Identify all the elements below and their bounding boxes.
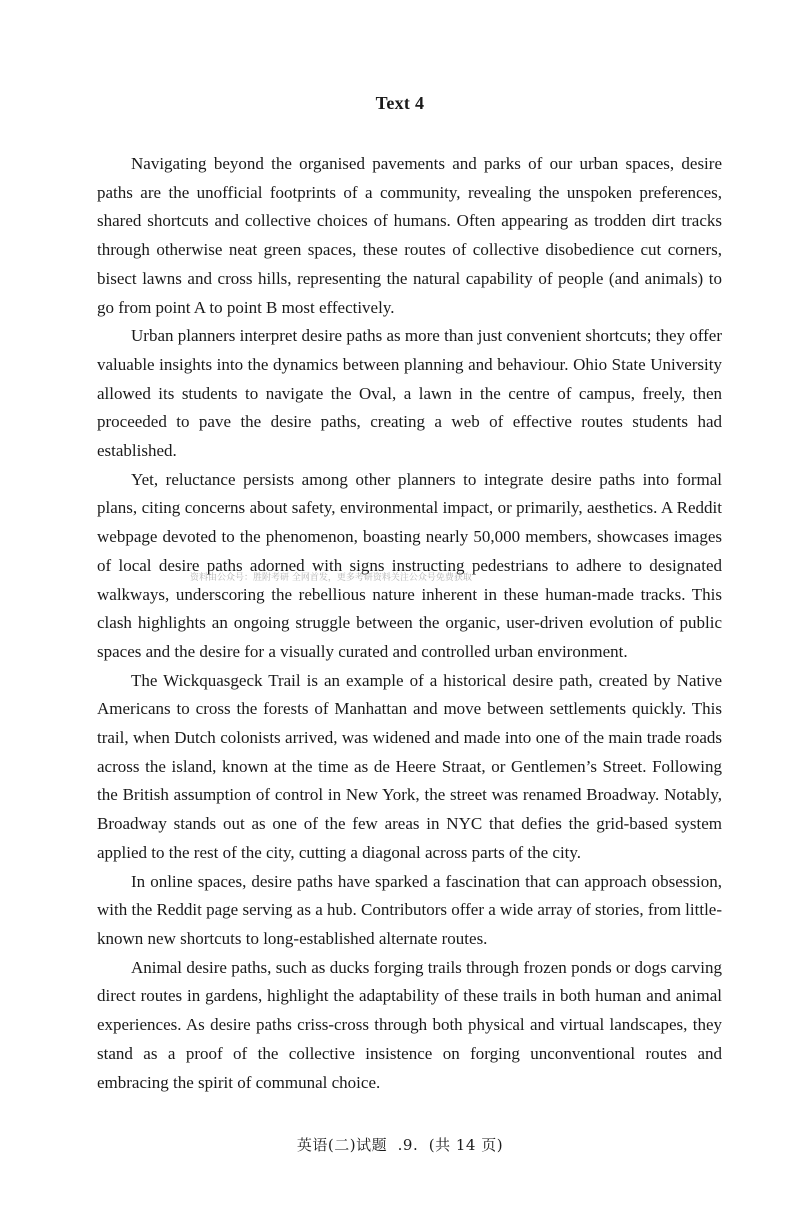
paragraph-3: Yet, reluctance persists among other planners to integrate desire paths into formal plans, citing concerns about safety, environmental impact, or primarily, aesthetics. A Reddit webpage devoted to the phenomenon, boasting nearly 50,000 members, showcases images of local desire paths adorned with signs instructing pedestrians to adhere to designated walkways, underscoring the rebellious nature inherent in these human-made tracks. This clash highlights an ongoing struggle between the organic, user-driven evolution of public spaces and the desire for a visually curated and controlled urban environment. — [97, 469, 722, 661]
watermark-text: 资料由公众号：胜附考研 全网首发，更多考研资料关注公众号免费获取 — [190, 573, 472, 583]
paragraph-1: Navigating beyond the organised pavements and parks of our urban spaces, desire paths are the unofficial footprints of a community, revealing the unspoken preferences, shared shortcuts and collective choices of humans. Often appearing as trodden dirt tracks through otherwise neat green spaces, these routes of collective disobedience cut corners, bisect lawns and cross hills, representing the natural capability of people (and animals) to go from point A to point B most effectively. — [97, 154, 722, 317]
paragraph-2: Urban planners interpret desire paths as more than just convenient shortcuts; they offer valuable insights into the dynamics between planning and behaviour. Ohio State University allowed its students to navigate the Oval, a lawn in the centre of campus, freely, then proceeded to pave the desire paths, creating a web of effective routes students had established. — [97, 326, 722, 461]
paragraph-6: Animal desire paths, such as ducks forging trails through frozen ponds or dogs carving direct routes in gardens, highlight the adaptability of these trails in both human and animal experiences. As desire paths criss-cross through both physical and virtual landscapes, they stand as a proof of the collective insistence on forging unconventional routes and embracing the spirit of communal choice. — [97, 957, 722, 1092]
page-title: Text 4 — [375, 93, 425, 113]
paragraph-4: The Wickquasgeck Trail is an example of a historical desire path, created by Native Americans to cross the forests of Manhattan and move between settlements quickly. This trail, when Dutch colonists arrived, was widened and made into one of the main trade roads across the island, known at the time as de Heere Straat, or Gentlemen’s Street. Following the British assumption of control in New York, the street was renamed Broadway. Notably, Broadway stands out as one of the few areas in NYC that defies the grid-based system applied to the rest of the city, cutting a diagonal across parts of the city. — [97, 670, 722, 862]
page-footer: 英语(二)试题 .9. (共 14 页) — [296, 1136, 504, 1154]
article-body — [97, 150, 722, 1097]
paragraph-5: In online spaces, desire paths have sparked a fascination that can approach obsession, with the Reddit page serving as a hub. Contributors offer a wide array of stories, from little-known new shortcuts to long-established alternate routes. — [97, 871, 722, 948]
